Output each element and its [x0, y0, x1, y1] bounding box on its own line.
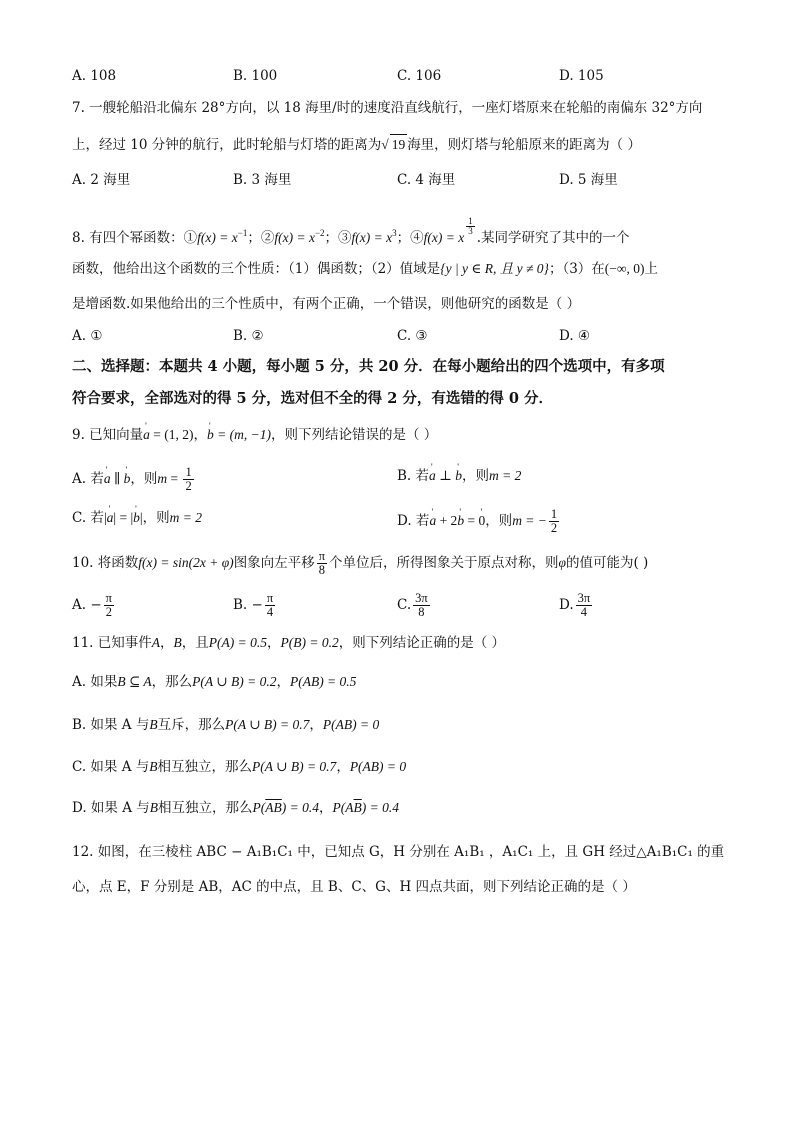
q9-stem: [72, 425, 437, 445]
q10-d-fraction: $\frac{3\pi}{4}$: [577, 591, 591, 619]
q8-func-2: f(x) = x: [274, 230, 315, 245]
q10-option-b: [233, 592, 277, 619]
q8-text-c: 函数，他给出这个函数的三个性质：（1）偶函数；（2）值域是: [72, 261, 441, 277]
q11-d-p2-complement: $\overline{B}$: [353, 800, 362, 815]
q11-option-d: [72, 798, 399, 818]
q9-d-fraction: $\frac{1}{2}$: [550, 507, 558, 535]
q9-d-eq: =: [464, 513, 479, 528]
q9-vector-a-value: = (1, 2): [149, 427, 194, 442]
q11-text-a: 11. 已知事件: [72, 635, 152, 651]
q9-c-prefix: C. 若: [72, 510, 104, 526]
q11-c-p2: P(AB) = 0: [349, 759, 407, 774]
q9-b-value: m = 2: [488, 468, 522, 483]
q9-d-value: m = −: [512, 513, 547, 528]
q11-d-p2-post: ) = 0.4: [361, 800, 399, 815]
q8-exp-2: −2: [314, 228, 325, 238]
q10-function: f(x) = sin(2x + φ): [138, 555, 234, 570]
q10-phi: φ: [558, 555, 566, 570]
q8-sep-4: ；④: [396, 230, 424, 246]
q11-d-prefix: D. 如果 A 与: [72, 800, 150, 816]
q9-text-a: 9. 已知向量: [72, 427, 144, 443]
q9-d-mid: ，则: [485, 513, 513, 529]
q10-stem: [72, 550, 648, 577]
q10-b-prefix: B. −: [233, 597, 263, 613]
q9-vector-b-value: = (m, −1): [213, 427, 271, 442]
q8-exp-1: −1: [237, 228, 248, 238]
q9-a-vec-b: ' b: [124, 469, 131, 489]
q9-b-vec-b: ' b: [455, 466, 462, 486]
q10-option-c: [397, 592, 432, 619]
q9-a-fraction: $\frac{1}{2}$: [185, 465, 192, 493]
q8-sep-2: ；②: [247, 230, 275, 246]
q7-line-1: 7. 一艘轮船沿北偏东 28°方向，以 18 海里/时的速度沿直线航行，一座灯塔原来在轮船的南偏东 32°方向: [72, 100, 703, 116]
q11-c-mid: 相互独立，那么: [157, 759, 253, 775]
q6-option-a: A. 108: [72, 68, 117, 84]
q11-prob-b: P(B) = 0.2: [280, 635, 339, 650]
q11-option-c: [72, 757, 406, 777]
q10-text-a: 10. 将函数: [72, 555, 139, 571]
q9-vector-b: ' b: [207, 425, 214, 445]
q11-text-b: ，且: [181, 635, 209, 651]
q11-b-mid: 互斥，那么: [157, 717, 226, 733]
q9-d-vec-b: ' b: [457, 511, 464, 531]
q9-b-vec-a: ' a: [429, 466, 436, 486]
q8-interval: (−∞, 0): [604, 261, 645, 276]
q11-d-comma: ，: [319, 800, 333, 816]
q9-c-value: m = 2: [169, 510, 202, 525]
q9-b-perp: ⊥: [435, 468, 456, 483]
q9-b-prefix: B. 若: [397, 468, 430, 484]
q9-sep: ，: [193, 427, 208, 443]
q8-option-c: C. ③: [397, 328, 428, 344]
q11-a-mid: ，那么: [151, 674, 193, 690]
q11-event-a: A: [151, 635, 161, 650]
q8-line-3: 是增函数.如果他给出的三个性质中，有两个正确，一个错误，则他研究的函数是（ ）: [72, 296, 581, 312]
q11-stem: [72, 633, 505, 653]
q8-exp-3: 3: [392, 228, 397, 238]
q11-b-p1: P(A ∪ B) = 0.7: [225, 717, 310, 732]
q11-c-prefix: C. 如果 A 与: [72, 759, 150, 775]
q12-line-1: 12. 如图，在三棱柱 ABC − A₁B₁C₁ 中，已知点 G，H 分别在 A₁B₁ ，A₁C₁ 上，且 GH 经过△A₁B₁C₁ 的重: [72, 844, 725, 860]
q8-range-set: {y | y ∈ R, 且 y ≠ 0}: [440, 261, 549, 276]
q7-option-a: A. 2 海里: [72, 172, 131, 188]
q9-option-b: [397, 466, 521, 486]
q11-text-c: ，则下列结论正确的是（ ）: [338, 635, 505, 651]
q9-option-d: [397, 508, 561, 535]
q11-c-p1: P(A ∪ B) = 0.7: [252, 759, 337, 774]
q11-d-mid: 相互独立，那么: [158, 800, 253, 816]
q10-c-fraction: $\frac{3\pi}{8}$: [415, 591, 428, 619]
q9-b-mid: ，则: [461, 468, 489, 484]
q10-a-fraction: $\frac{\pi}{2}$: [105, 591, 112, 619]
q11-comma-2: ，: [266, 635, 281, 651]
q9-a-vec-a: ' a: [104, 469, 111, 489]
q11-d-p1-pre: P(: [252, 800, 266, 815]
q11-c-comma: ，: [336, 759, 350, 775]
q11-prob-a: P(A) = 0.5: [208, 635, 267, 650]
q10-shift-fraction: $\frac{\pi}{8}$: [318, 549, 325, 577]
q11-d-p1-complement: $\overline{AB}$: [265, 800, 282, 815]
q10-d-prefix: D.: [559, 597, 574, 613]
q9-c-vec-b: ' b: [133, 508, 140, 528]
q8-option-d: D. ④: [559, 328, 591, 344]
q9-a-parallel: ∥: [110, 471, 124, 486]
q11-comma: ，: [160, 635, 174, 651]
q8-text-d: ；（3）在: [548, 261, 605, 277]
q8-func-3: f(x) = x: [351, 230, 393, 245]
q8-exp-4: $\frac{1}{3}$: [468, 216, 473, 236]
q11-b-prefix: B. 如果 A 与: [72, 717, 150, 733]
q11-option-a: [72, 672, 356, 692]
q11-a-prefix: A. 如果: [72, 674, 118, 690]
q8-func-4: f(x) = x: [423, 230, 465, 245]
q8-line-1: [72, 217, 630, 248]
q9-c-mid: ，则: [142, 510, 170, 526]
q10-b-fraction: $\frac{\pi}{4}$: [266, 591, 274, 619]
q12-line-2: 心，点 E，F 分别是 AB，AC 的中点，且 B、C、G、H 四点共面，则下列结论正确的是（ ）: [72, 879, 636, 895]
q9-d-vec-a: ' a: [429, 511, 436, 531]
q8-text-b: .某同学研究了其中的一个: [476, 230, 630, 246]
q11-option-b: [72, 715, 379, 735]
q8-option-b: B. ②: [233, 328, 264, 344]
q7-option-c: C. 4 海里: [397, 172, 456, 188]
q10-text-b: 图象向左平移: [233, 555, 315, 571]
q9-a-eq: =: [167, 471, 182, 486]
q11-d-p1-post: ) = 0.4: [281, 800, 319, 815]
q8-sep-3: ；③: [324, 230, 352, 246]
q9-vector-a: ' a: [143, 425, 150, 445]
q8-option-a: A. ①: [72, 328, 103, 344]
q10-c-prefix: C.: [397, 597, 412, 613]
section-2-heading-line-2: 符合要求，全部选对的得 5 分，选对但不全的得 2 分，有选错的得 0 分．: [72, 390, 554, 407]
q9-c-vec-a: ' a: [107, 508, 114, 528]
q6-option-c: C. 106: [397, 68, 442, 84]
q11-a-p1: P(A ∪ B) = 0.2: [192, 674, 277, 689]
q11-b-event: B: [149, 717, 158, 732]
q7-option-b: B. 3 海里: [233, 172, 292, 188]
q7-option-d: D. 5 海里: [559, 172, 618, 188]
section-2-heading-line-1: 二、选择题：本题共 4 小题，每小题 5 分，共 20 分．在每小题给出的四个选项中，有多项: [72, 358, 665, 375]
q11-b-comma: ，: [309, 717, 323, 733]
q8-text-a: 8. 有四个幂函数：①: [72, 230, 198, 246]
q9-option-a: [72, 466, 196, 493]
q7-text-a: 上，经过 10 分钟的航行，此时轮船与灯塔的距离为: [72, 137, 382, 153]
q11-event-b: B: [173, 635, 182, 650]
q10-text-d: 的值可能为( ): [565, 555, 649, 571]
q11-d-event: B: [149, 800, 159, 815]
q6-option-d: D. 105: [559, 68, 604, 84]
q11-a-subset: B ⊆ A: [117, 674, 152, 689]
q11-d-p2-pre: P(A: [332, 800, 354, 815]
q11-b-p2: P(AB) = 0: [322, 717, 380, 732]
q9-text-b: ，则下列结论错误的是（ ）: [271, 427, 438, 443]
q9-d-prefix: D. 若: [397, 513, 430, 529]
q7-sqrt-value: 19: [390, 134, 408, 155]
q10-option-a: [72, 592, 116, 619]
q8-line-2: [72, 259, 658, 279]
q7-text-b: 海里，则灯塔与轮船原来的距离为（ ）: [407, 137, 641, 153]
q6-option-b: B. 100: [233, 68, 278, 84]
q8-func-1: f(x) = x: [197, 230, 238, 245]
q7-line-2: 上，经过 10 分钟的航行，此时轮船与灯塔的距离为√ 19 海里，则灯塔与轮船原来的距离为（ ）: [72, 134, 641, 155]
q9-option-c: C. 若|' a| = |' b|，则m = 2: [72, 508, 202, 528]
q9-a-mid: ，则: [130, 471, 158, 487]
q9-d-zero-vec: ' 0: [478, 511, 485, 531]
q9-d-expr: + 2: [436, 513, 458, 528]
q11-a-comma: ，: [276, 674, 290, 690]
q10-a-prefix: A. −: [72, 597, 102, 613]
q10-text-c: 个单位后，所得图象关于原点对称，则: [329, 555, 559, 571]
q9-a-m: m: [157, 471, 168, 486]
q11-c-event: B: [149, 759, 158, 774]
q9-a-prefix: A. 若: [72, 471, 104, 487]
q11-a-p2: P(AB) = 0.5: [289, 674, 357, 689]
q8-text-e: 上: [644, 261, 659, 277]
q10-option-d: [559, 592, 594, 619]
